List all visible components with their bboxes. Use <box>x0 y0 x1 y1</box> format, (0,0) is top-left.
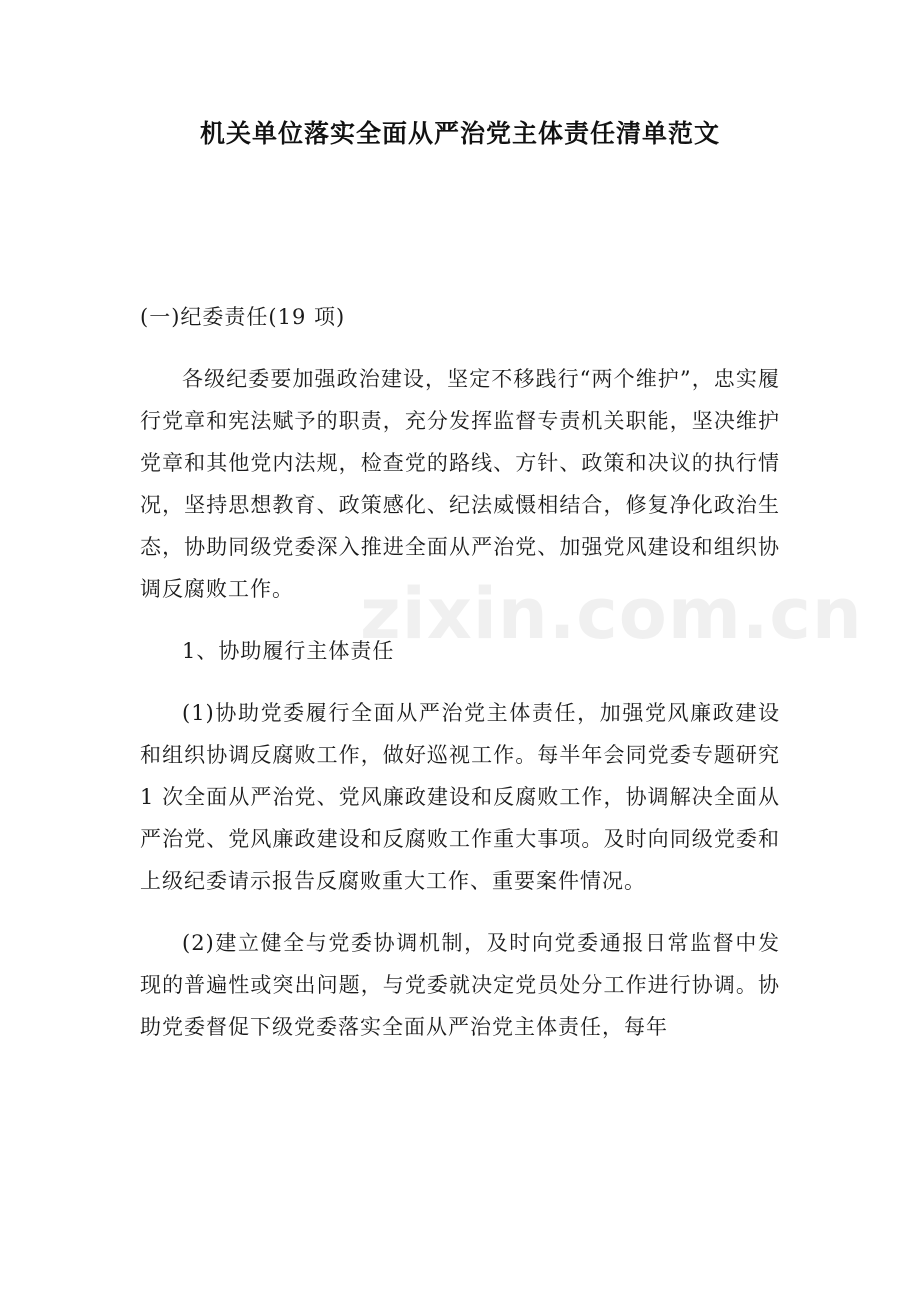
item-2-paragraph: (2)建立健全与党委协调机制，及时向党委通报日常监督中发现的普遍性或突出问题，与党委就决定党员处分工作进行协调。协助党委督促下级党委落实全面从严治党主体责任，每年 <box>140 931 780 1039</box>
intro-paragraph: 各级纪委要加强政治建设，坚定不移践行“两个维护”，忠实履行党章和宪法赋予的职责，充分发挥监督专责机关职能，坚决维护党章和其他党内法规，检查党的路线、方针、政策和决议的执行情况，坚持思想教育、政策感化、纪法威慑相结合，修复净化政治生态，协助同级党委深入推进全面从严治党、加强党风建设和组织协调反腐败工作。 <box>140 367 780 601</box>
document-body <box>140 296 780 1048</box>
document-title: 机关单位落实全面从严治党主体责任清单范文 <box>199 119 720 148</box>
watermark: zixin.com.cn <box>360 573 863 655</box>
item-1-paragraph: (1)协助党委履行全面从严治党主体责任，加强党风廉政建设和组织协调反腐败工作，做好巡视工作。每半年会同党委专题研究 1 次全面从严治党、党风廉政建设和反腐败工作，协调解决全面从严治党、党风廉政建设和反腐败工作重大事项。及时向同级党委和上级纪委请示报告反腐败重大工作、重要案件情况。 <box>140 701 780 893</box>
section-heading: (一)纪委责任(19 项) <box>140 305 346 329</box>
subheading: 1、协助履行主体责任 <box>182 639 395 663</box>
